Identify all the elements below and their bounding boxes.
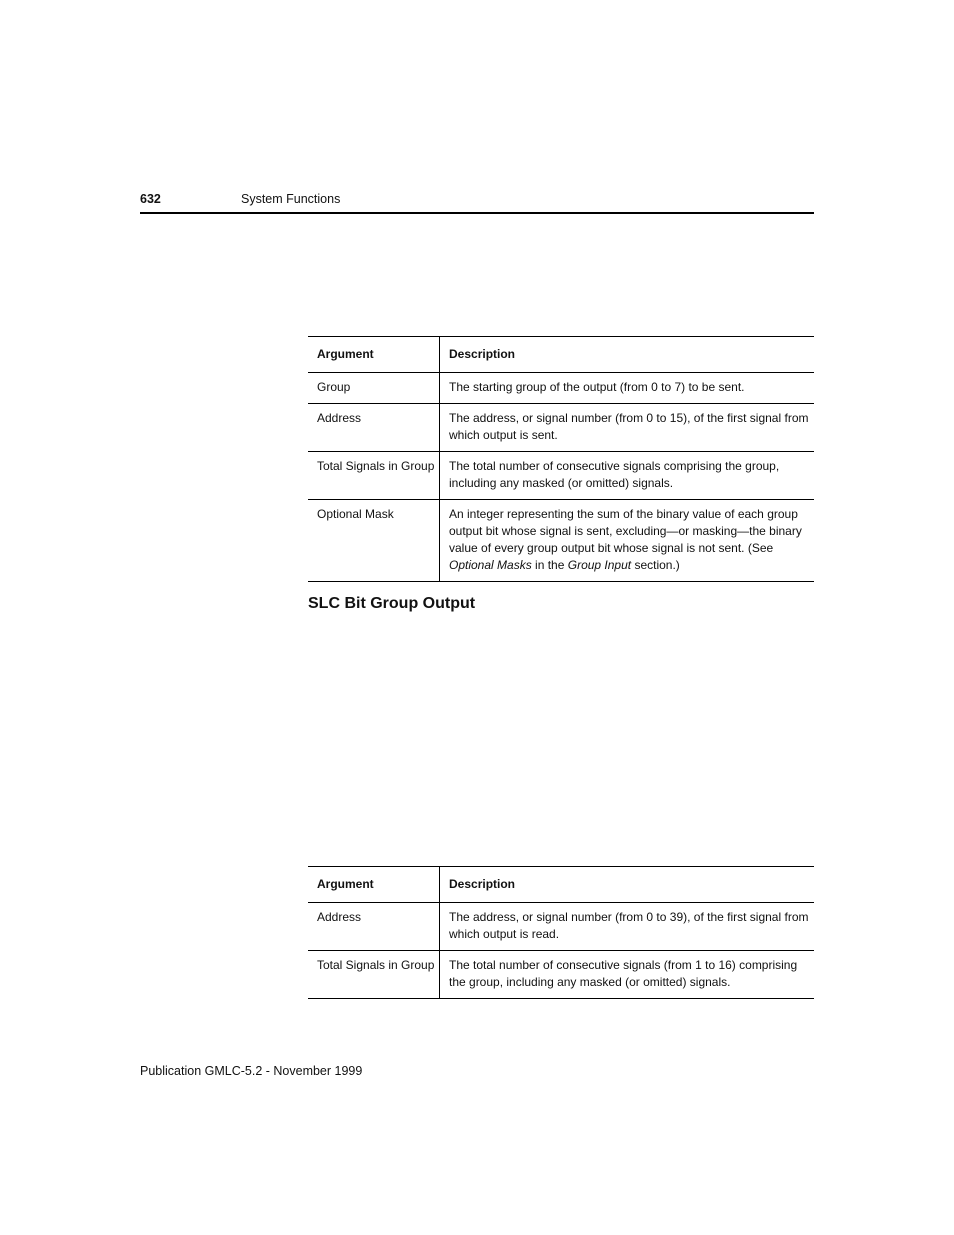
table-header-row [308, 337, 814, 373]
table-row [308, 500, 814, 582]
table-row [308, 951, 814, 999]
table-row [308, 373, 814, 404]
description-cell: The total number of consecutive signals comprising the group, including any masked (or omitted) signals. [449, 459, 780, 490]
group-output-arguments-table [308, 336, 814, 582]
section-heading: SLC Bit Group Output [308, 595, 476, 612]
argument-cell: Total Signals in Group [308, 951, 440, 999]
slc-bit-group-output-arguments-table [308, 866, 814, 999]
column-header-argument: Argument [308, 867, 440, 903]
column-header-description: Description [449, 877, 516, 891]
description-text: in the [531, 558, 568, 572]
column-header-argument: Argument [308, 337, 440, 373]
description-cell [440, 500, 815, 582]
table-row [308, 404, 814, 452]
table-header-row [308, 867, 814, 903]
publication-footer: Publication GMLC-5.2 - November 1999 [140, 1064, 363, 1078]
description-cell: The total number of consecutive signals (from 1 to 16) comprising the group, including any masked (or omitted) signals. [449, 958, 798, 989]
table-row [308, 903, 814, 951]
description-cell: The address, or signal number (from 0 to 39), of the first signal from which output is read. [449, 910, 809, 941]
description-cell: The address, or signal number (from 0 to 15), of the first signal from which output is sent. [449, 411, 809, 442]
description-cell: The starting group of the output (from 0 to 7) to be sent. [449, 380, 745, 394]
optional-masks-reference: Optional Masks [449, 558, 532, 572]
running-section-title: System Functions [241, 192, 341, 206]
table-row [308, 452, 814, 500]
page-header [140, 192, 814, 214]
argument-cell: Optional Mask [308, 500, 440, 582]
description-text: section.) [631, 558, 680, 572]
description-text: An integer representing the sum of the binary value of each group output bit whose signal is sent, excluding—or masking—the binary value of every group output bit whose signal is not sent. (See [449, 507, 802, 555]
group-input-reference: Group Input [567, 558, 632, 572]
argument-cell: Group [308, 373, 440, 404]
argument-cell: Total Signals in Group [308, 452, 440, 500]
argument-cell: Address [308, 404, 440, 452]
column-header-description: Description [449, 347, 516, 361]
argument-cell: Address [308, 903, 440, 951]
page-number: 632 [140, 192, 161, 206]
